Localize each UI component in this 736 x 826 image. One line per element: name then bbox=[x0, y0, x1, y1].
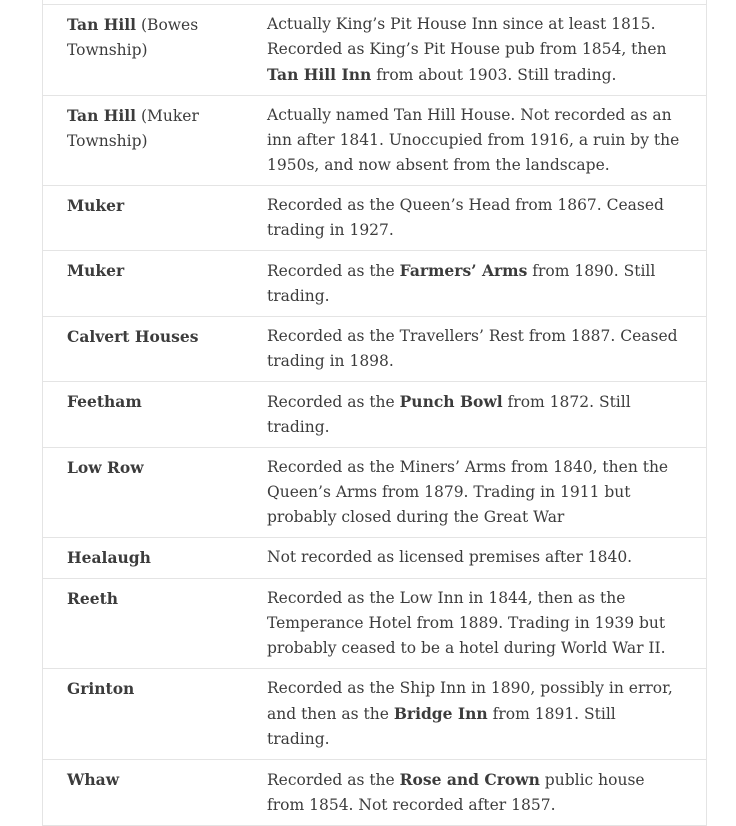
description-text: from 1890. Still trading. bbox=[267, 262, 656, 305]
description-text: Recorded as the Queen’s Head from 1867. Ceased trading in 1927. bbox=[267, 196, 664, 239]
location-cell bbox=[43, 538, 243, 579]
description-cell bbox=[243, 448, 706, 538]
description-cell bbox=[243, 317, 706, 382]
description-text: from about 1903. Still trading. bbox=[371, 66, 617, 84]
table-row bbox=[43, 186, 706, 251]
description-cell bbox=[243, 760, 706, 826]
description-cell bbox=[243, 251, 706, 317]
table-row bbox=[43, 96, 706, 186]
pub-name: Tan Hill Inn bbox=[267, 65, 372, 84]
description-cell bbox=[243, 186, 706, 251]
location-name: Low Row bbox=[67, 458, 144, 477]
description-text: Recorded as the bbox=[267, 771, 400, 789]
location-cell bbox=[43, 186, 243, 251]
pub-history-table bbox=[43, 4, 706, 826]
table-row bbox=[43, 317, 706, 382]
description-text: Actually named Tan Hill House. Not recorded as an inn after 1841. Unoccupied from 1916, a ruin by the 1950s, and now absent from the landscape. bbox=[267, 106, 680, 174]
description-text: Recorded as the Miners’ Arms from 1840, then the Queen’s Arms from 1879. Trading in 1911 but probably closed during the Great War bbox=[267, 458, 669, 526]
location-name: Muker bbox=[67, 261, 125, 280]
description-cell bbox=[243, 579, 706, 669]
location-name: Whaw bbox=[67, 770, 120, 789]
location-cell bbox=[43, 448, 243, 538]
pub-name: Punch Bowl bbox=[399, 392, 503, 411]
description-text: Recorded as the bbox=[267, 393, 400, 411]
table-row bbox=[43, 251, 706, 317]
location-cell bbox=[43, 251, 243, 317]
location-cell bbox=[43, 669, 243, 760]
table-row bbox=[43, 669, 706, 760]
pub-table-frame bbox=[42, 0, 707, 826]
location-name: Feetham bbox=[67, 392, 142, 411]
table-row bbox=[43, 382, 706, 448]
location-name: Tan Hill bbox=[67, 15, 137, 34]
description-text: Recorded as the Low Inn in 1844, then as the Temperance Hotel from 1889. Trading in 1939 but probably ceased to be a hotel during World War II. bbox=[267, 589, 666, 657]
location-cell bbox=[43, 382, 243, 448]
pub-name: Bridge Inn bbox=[393, 704, 488, 723]
pub-name: Farmers’ Arms bbox=[399, 261, 528, 280]
description-cell bbox=[243, 96, 706, 186]
location-cell bbox=[43, 5, 243, 96]
location-qualifier: (Muker Township) bbox=[67, 107, 199, 150]
description-text: Recorded as the bbox=[267, 262, 400, 280]
description-text: Not recorded as licensed premises after 1840. bbox=[267, 548, 633, 566]
location-name: Tan Hill bbox=[67, 106, 137, 125]
description-cell bbox=[243, 538, 706, 579]
location-cell bbox=[43, 579, 243, 669]
location-name: Grinton bbox=[67, 679, 135, 698]
table-row bbox=[43, 448, 706, 538]
location-name: Muker bbox=[67, 196, 125, 215]
location-cell bbox=[43, 760, 243, 826]
location-cell bbox=[43, 317, 243, 382]
location-name: Reeth bbox=[67, 589, 119, 608]
description-cell bbox=[243, 382, 706, 448]
table-row bbox=[43, 579, 706, 669]
description-text: Actually King’s Pit House Inn since at least 1815. Recorded as King’s Pit House pub from 1854, then bbox=[267, 15, 667, 58]
pub-name: Rose and Crown bbox=[399, 770, 540, 789]
description-text: from 1872. Still trading. bbox=[267, 393, 631, 436]
location-name: Calvert Houses bbox=[67, 327, 199, 346]
table-body bbox=[43, 5, 706, 826]
table-row bbox=[43, 760, 706, 826]
table-row bbox=[43, 5, 706, 96]
description-text: public house from 1854. Not recorded after 1857. bbox=[267, 771, 645, 814]
location-name: Healaugh bbox=[67, 548, 151, 567]
location-qualifier: (Bowes Township) bbox=[67, 16, 199, 59]
description-text: from 1891. Still trading. bbox=[267, 705, 616, 748]
description-text: Recorded as the Ship Inn in 1890, possibly in error, and then as the bbox=[267, 679, 673, 723]
description-text: Recorded as the Travellers’ Rest from 1887. Ceased trading in 1898. bbox=[267, 327, 678, 370]
description-cell bbox=[243, 5, 706, 96]
table-row bbox=[43, 538, 706, 579]
location-cell bbox=[43, 96, 243, 186]
description-cell bbox=[243, 669, 706, 760]
